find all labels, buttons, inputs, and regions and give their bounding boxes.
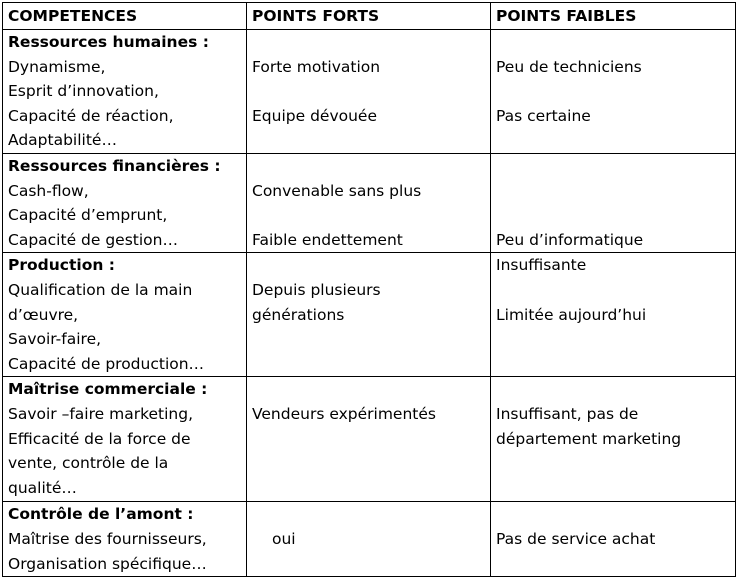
fort-item	[252, 253, 485, 278]
table-row	[3, 30, 736, 154]
faible-item	[496, 154, 730, 179]
cell-forts	[247, 377, 491, 502]
competence-item: Efficacité de la force de	[8, 429, 191, 448]
fort-item: Equipe dévouée	[252, 106, 377, 125]
row-title: Ressources humaines :	[8, 33, 209, 51]
cell-competences	[3, 253, 247, 377]
fort-item	[252, 154, 485, 179]
cell-forts	[247, 502, 491, 577]
competence-item: qualité…	[8, 478, 77, 497]
competence-item: Maîtrise des fournisseurs,	[8, 529, 207, 548]
cell-competences	[3, 377, 247, 502]
cell-forts	[247, 30, 491, 154]
row-title: Ressources financières :	[8, 156, 221, 175]
fort-item	[252, 502, 485, 527]
fort-item: Faible endettement	[252, 230, 403, 249]
fort-item	[252, 30, 485, 55]
cell-faibles	[491, 502, 736, 577]
faible-item: Limitée aujourd’hui	[496, 305, 647, 324]
header-points-forts: POINTS FORTS	[247, 3, 491, 30]
cell-forts	[247, 253, 491, 377]
fort-item	[252, 203, 485, 228]
faible-item: Pas certaine	[496, 106, 591, 125]
fort-item: Vendeurs expérimentés	[252, 404, 436, 423]
header-row	[3, 3, 736, 30]
cell-competences	[3, 30, 247, 154]
fort-item: oui	[272, 529, 296, 548]
swot-competences-table	[2, 2, 736, 577]
faible-item: Peu de techniciens	[496, 57, 642, 76]
competence-item: d’œuvre,	[8, 305, 79, 324]
cell-forts	[247, 153, 491, 252]
header-points-faibles: POINTS FAIBLES	[491, 3, 736, 30]
table-row	[3, 153, 736, 252]
faible-item	[496, 79, 730, 104]
row-title: Contrôle de l’amont :	[8, 505, 194, 524]
faible-item: département marketing	[496, 429, 682, 448]
row-title: Production :	[8, 256, 115, 275]
cell-faibles	[491, 30, 736, 154]
faible-item: Peu d’informatique	[496, 230, 644, 249]
competence-item: Cash-flow,	[8, 181, 89, 200]
fort-item: Depuis plusieurs	[252, 280, 381, 299]
competence-item: Esprit d’innovation,	[8, 82, 159, 101]
cell-faibles	[491, 153, 736, 252]
competence-item: Capacité de gestion…	[8, 230, 178, 249]
competence-item: Qualification de la main	[8, 280, 193, 299]
competence-item: vente, contrôle de la	[8, 454, 169, 473]
table-row	[3, 253, 736, 377]
competence-item: Capacité d’emprunt,	[8, 206, 168, 225]
faible-item: Pas de service achat	[496, 529, 656, 548]
cell-competences	[3, 502, 247, 577]
faible-item	[496, 502, 730, 527]
competence-item: Capacité de réaction,	[8, 106, 174, 125]
competence-item: Organisation spécifique…	[8, 554, 207, 573]
cell-competences	[3, 153, 247, 252]
competence-item: Capacité de production…	[8, 354, 205, 373]
competence-item: Savoir-faire,	[8, 330, 102, 349]
faible-item	[496, 278, 730, 303]
competence-item: Dynamisme,	[8, 57, 106, 76]
faible-item	[496, 30, 730, 55]
faible-item: Insuffisante	[496, 256, 587, 275]
fort-item: générations	[252, 305, 345, 324]
table-row	[3, 502, 736, 577]
row-title: Maîtrise commerciale :	[8, 380, 208, 399]
fort-item	[252, 79, 485, 104]
faible-item	[496, 377, 730, 402]
fort-item	[252, 377, 485, 402]
faible-item: Insuffisant, pas de	[496, 404, 639, 423]
fort-item: Forte motivation	[252, 57, 381, 76]
competence-item: Savoir –faire marketing,	[8, 404, 194, 423]
cell-faibles	[491, 377, 736, 502]
table-row	[3, 377, 736, 502]
fort-item: Convenable sans plus	[252, 181, 422, 200]
competence-item: Adaptabilité…	[8, 131, 117, 150]
faible-item	[496, 203, 730, 228]
header-competences: COMPETENCES	[3, 3, 247, 30]
faible-item	[496, 179, 730, 204]
cell-faibles	[491, 253, 736, 377]
